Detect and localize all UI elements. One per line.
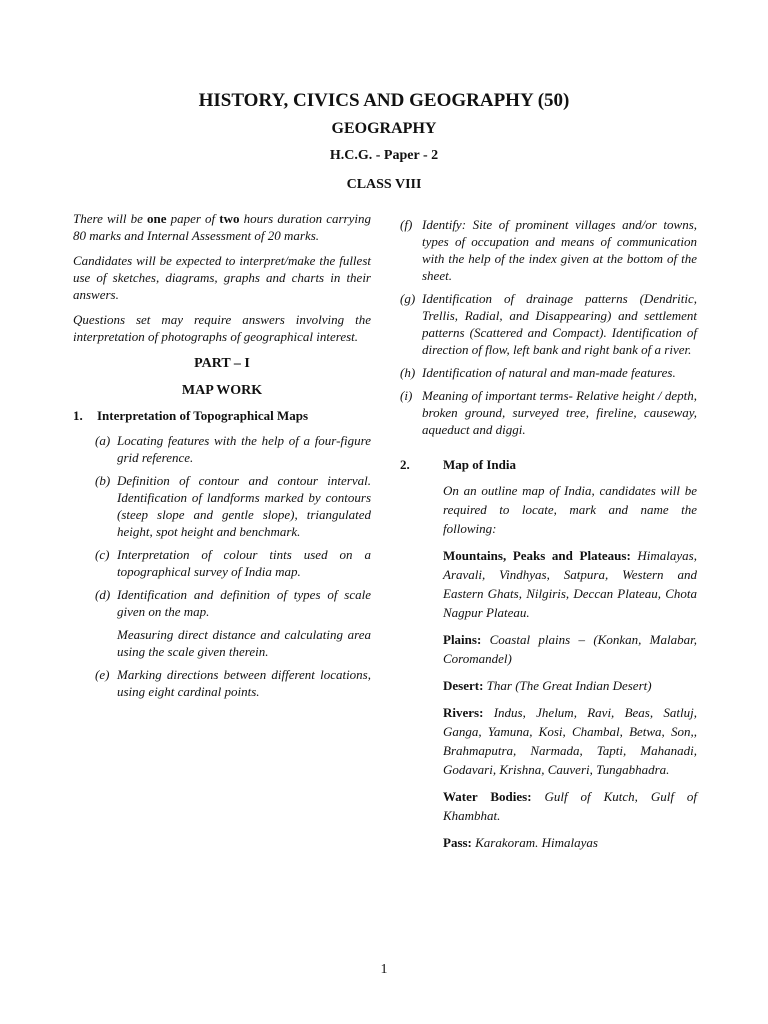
item-text: Identify: Site of prominent villages and/or towns, types of occupation and means of communication with the help of the index given at the bottom of the sheet. bbox=[422, 217, 697, 283]
entry-key: Plains: bbox=[443, 632, 482, 647]
item-label bbox=[95, 626, 117, 660]
map-entry-rivers bbox=[443, 703, 697, 779]
section-title: Map of India bbox=[443, 457, 516, 472]
item-label: (e) bbox=[95, 667, 110, 682]
entry-key: Rivers: bbox=[443, 705, 484, 720]
paper-heading: H.C.G. - Paper - 2 bbox=[329, 148, 439, 163]
item-text: Identification and definition of types of scale given on the map. bbox=[117, 587, 371, 619]
item-text: Definition of contour and contour interval. Identification of landforms marked by contours (steep slope and gentle slope), triangulated height, spot height and benchmark. bbox=[117, 473, 371, 539]
entry-key: Desert: bbox=[443, 678, 484, 693]
list-item bbox=[400, 216, 697, 284]
section-2-intro: On an outline map of India, candidates will be required to locate, mark and name the following: bbox=[443, 483, 697, 536]
subject-heading: GEOGRAPHY bbox=[331, 120, 437, 137]
item-text: Marking directions between different locations, using eight cardinal points. bbox=[117, 667, 371, 699]
intro-paragraph-1 bbox=[73, 210, 371, 244]
list-item bbox=[400, 364, 697, 381]
right-column bbox=[400, 216, 697, 860]
section-1-heading bbox=[73, 407, 371, 424]
item-text: Measuring direct distance and calculating area using the scale given therein. bbox=[117, 627, 371, 659]
item-label: (a) bbox=[95, 433, 111, 448]
map-entry-plains bbox=[443, 630, 697, 668]
list-item bbox=[400, 387, 697, 438]
section-2-heading bbox=[400, 456, 697, 473]
intro-paragraph-3: Questions set may require answers involving the interpretation of photographs of geographical interest. bbox=[73, 312, 371, 344]
entry-text: Karakoram. Himalayas bbox=[471, 835, 598, 850]
item-label: (d) bbox=[95, 587, 111, 602]
section-number: 2. bbox=[400, 457, 410, 472]
list-item bbox=[95, 472, 371, 540]
class-heading: CLASS VIII bbox=[346, 177, 422, 192]
left-column bbox=[73, 210, 371, 706]
map-entry-pass bbox=[443, 833, 697, 852]
list-item bbox=[95, 626, 371, 660]
entry-text: Indus, Jhelum, Ravi, Beas, Satluj, Ganga, Yamuna, Kosi, Chambal, Betwa, Son,, Brahmaputra, Narmada, Tapti, Mahanadi, Godavari, Krishna, Cauveri, Tungabhadra. bbox=[443, 705, 697, 777]
section-number: 1. bbox=[73, 408, 83, 423]
map-entry-water-bodies bbox=[443, 787, 697, 825]
item-label: (g) bbox=[400, 291, 416, 306]
map-entry-mountains bbox=[443, 546, 697, 622]
item-label: (h) bbox=[400, 365, 416, 380]
entry-text: Gulf of Kutch, Gulf of Khambhat. bbox=[443, 789, 697, 823]
item-label: (c) bbox=[95, 547, 110, 562]
list-item bbox=[95, 546, 371, 580]
list-item bbox=[95, 586, 371, 620]
intro-text: paper of bbox=[166, 211, 220, 226]
entry-key: Mountains, Peaks and Plateaus: bbox=[443, 548, 631, 563]
list-item bbox=[95, 666, 371, 700]
intro-paragraph-2: Candidates will be expected to interpret/make the fullest use of sketches, diagrams, graphs and charts in their answers. bbox=[73, 253, 371, 302]
item-text: Meaning of important terms- Relative height / depth, broken ground, surveyed tree, fireline, causeway, aqueduct and diggi. bbox=[422, 388, 697, 437]
intro-emphasis-two: two bbox=[219, 211, 240, 226]
item-label: (i) bbox=[400, 388, 413, 403]
intro-text: hours duration carrying 80 marks and Internal Assessment of 20 marks. bbox=[73, 211, 371, 243]
item-text: Identification of natural and man-made features. bbox=[422, 365, 676, 380]
section-title: Interpretation of Topographical Maps bbox=[97, 408, 309, 423]
item-label: (f) bbox=[400, 217, 413, 232]
entry-text: Thar (The Great Indian Desert) bbox=[483, 678, 652, 693]
item-text: Locating features with the help of a four-figure grid reference. bbox=[117, 433, 371, 465]
item-text: Identification of drainage patterns (Dendritic, Trellis, Radial, and Disappearing) and settlement patterns (Scattered and Compact). Identification of direction of flow, left bank and right bank of a river. bbox=[422, 291, 697, 357]
item-text: Interpretation of colour tints used on a topographical survey of India map. bbox=[117, 547, 371, 579]
document-title: HISTORY, CIVICS AND GEOGRAPHY (50) bbox=[198, 90, 570, 111]
entry-text: Coastal plains – (Konkan, Malabar, Coromandel) bbox=[443, 632, 697, 666]
entry-text: Himalayas, Aravali, Vindhyas, Satpura, Western and Eastern Ghats, Nilgiris, Deccan Plateau, Chota Nagpur Plateau. bbox=[443, 548, 697, 620]
list-item bbox=[400, 290, 697, 358]
page-number: 1 bbox=[380, 962, 388, 977]
intro-text: There will be bbox=[73, 211, 147, 226]
map-work-heading: MAP WORK bbox=[181, 383, 263, 398]
entry-key: Pass: bbox=[443, 835, 472, 850]
list-item bbox=[95, 432, 371, 466]
intro-emphasis-one: one bbox=[146, 211, 167, 226]
entry-key: Water Bodies: bbox=[443, 789, 532, 804]
part-heading: PART – I bbox=[194, 356, 250, 371]
item-label: (b) bbox=[95, 473, 111, 488]
map-entry-desert bbox=[443, 676, 697, 695]
